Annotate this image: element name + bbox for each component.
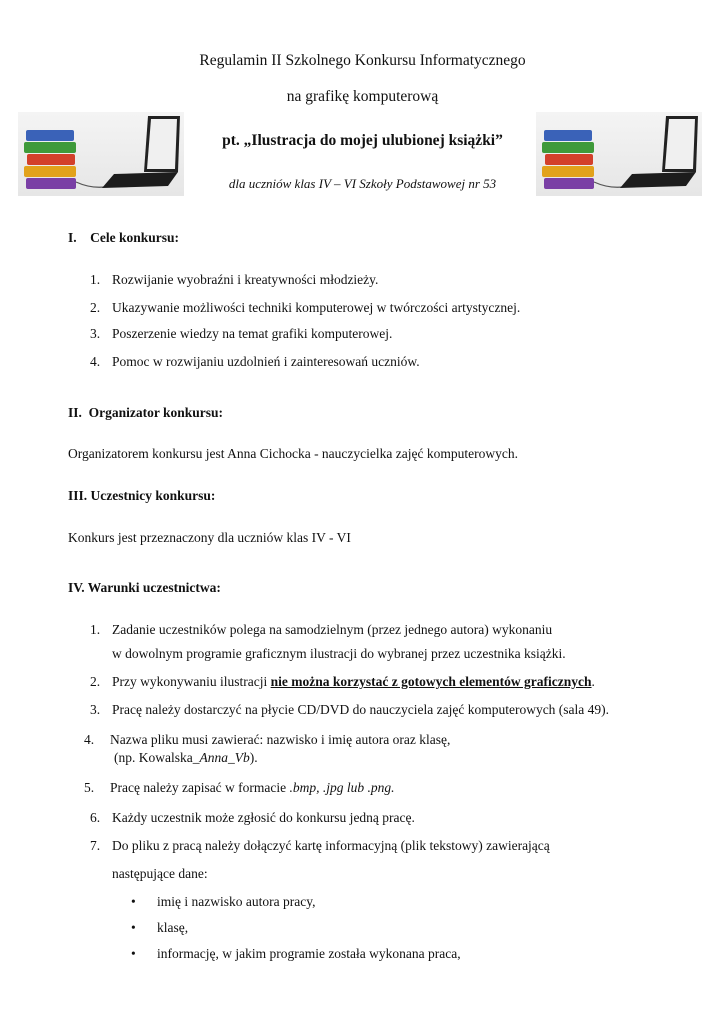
list-text: Pracę należy zapisać w formacie [110, 780, 290, 795]
bullet-item [131, 920, 188, 936]
section-4-heading: IV. Warunki uczestnictwa: [68, 580, 221, 595]
list-text: Rozwijanie wyobraźni i kreatywności młodzieży. [112, 272, 379, 287]
list-item-continuation: w dowolnym programie graficznym ilustracji do wybranej przez uczestnika książki. [112, 646, 566, 661]
list-item [90, 622, 552, 638]
list-text: (np. Kowalska_ [114, 750, 200, 765]
bullet-item [131, 946, 461, 962]
list-number: 5. [84, 780, 95, 795]
list-text: Każdy uczestnik może zgłosić do konkursu jedną pracę. [112, 810, 415, 825]
list-number: 4. [90, 354, 101, 369]
list-item [90, 354, 420, 370]
list-text: Pracę należy dostarczyć na płycie CD/DVD do nauczyciela zajęć komputerowych (sala 49). [112, 702, 610, 717]
list-item [90, 810, 415, 826]
list-text: . [591, 674, 595, 689]
list-item [90, 674, 595, 690]
section-2-heading: II. Organizator konkursu: [68, 405, 224, 420]
list-text: Pomoc w rozwijaniu uzdolnień i zainteresowań uczniów. [112, 354, 420, 369]
bullet-item [131, 894, 315, 910]
list-text: Poszerzenie wiedzy na temat grafiki komputerowej. [112, 326, 393, 341]
section-1-heading: I. Cele konkursu: [68, 230, 180, 245]
document-title-line1: Regulamin II Szkolnego Konkursu Informatycznego [199, 52, 526, 69]
list-number: 3. [90, 702, 101, 717]
participants-text: Konkurs jest przeznaczony dla uczniów klas IV - VI [68, 530, 351, 545]
list-number: 2. [90, 674, 101, 689]
list-text: Do pliku z pracą należy dołączyć kartę informacyjną (plik tekstowy) zawierającą [112, 838, 550, 853]
contest-name: pt. „Ilustracja do mojej ulubionej książki” [222, 132, 503, 149]
bullet-text: klasę, [157, 920, 189, 935]
list-item [84, 732, 450, 748]
emphasized-text: nie można korzystać z gotowych elementów graficznych [270, 674, 592, 689]
bullet: • [131, 894, 136, 909]
bullet: • [131, 946, 136, 961]
bullet-text: imię i nazwisko autora pracy, [157, 894, 316, 909]
list-number: 6. [90, 810, 101, 825]
audience-line: dla uczniów klas IV – VI Szkoły Podstawowej nr 53 [228, 176, 497, 191]
list-text: ). [249, 750, 258, 765]
list-text: Nazwa pliku musi zawierać: nazwisko i imię autora oraz klasę, [110, 732, 451, 747]
list-item [90, 272, 378, 288]
list-number: 7. [90, 838, 101, 853]
list-number: 1. [90, 622, 101, 637]
list-item [90, 326, 392, 342]
list-item-continuation: następujące dane: [112, 866, 208, 881]
section-3-heading: III. Uczestnicy konkursu: [68, 488, 216, 503]
list-item [84, 780, 395, 796]
list-text: Ukazywanie możliwości techniki komputerowej w twórczości artystycznej. [112, 300, 521, 315]
list-text: Zadanie uczestników polega na samodzielnym (przez jednego autora) wykonaniu [112, 622, 553, 637]
list-number: 3. [90, 326, 101, 341]
list-number: 2. [90, 300, 101, 315]
bullet-text: informację, w jakim programie została wykonana praca, [157, 946, 461, 961]
list-text: Przy wykonywaniu ilustracji [112, 674, 271, 689]
list-number: 4. [84, 732, 95, 747]
organizer-text: Organizatorem konkursu jest Anna Cichocka - nauczycielka zajęć komputerowych. [68, 446, 518, 461]
file-formats: .bmp, .jpg lub .png. [289, 780, 395, 795]
example-name: Anna_Vb [199, 750, 250, 765]
list-item [90, 838, 550, 854]
list-item-continuation [114, 750, 258, 766]
list-item [90, 702, 609, 718]
list-number: 1. [90, 272, 101, 287]
document-title-line2: na grafikę komputerową [286, 88, 439, 105]
books-laptop-icon [536, 112, 702, 196]
bullet: • [131, 920, 136, 935]
books-laptop-icon [18, 112, 184, 196]
list-item [90, 300, 520, 316]
